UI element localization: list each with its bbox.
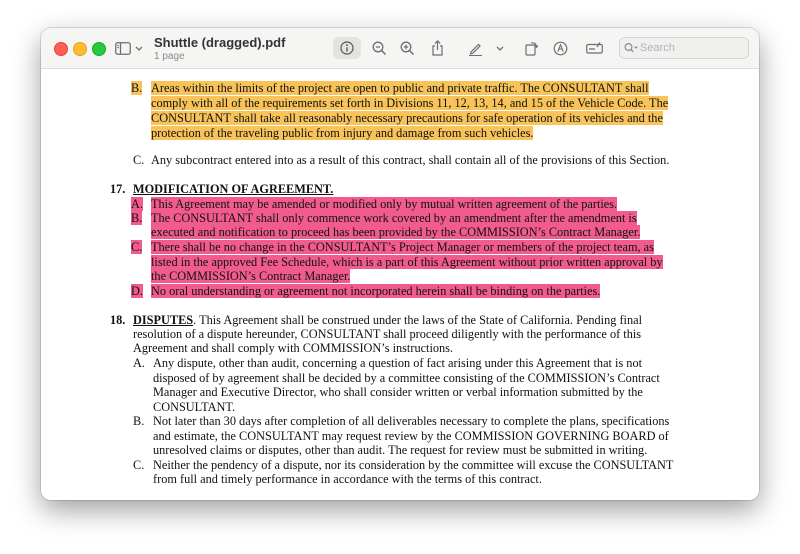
- highlighted-text-line[interactable]: comply with all of the requirements set forth in Divisions 11, 12, 13, 14, and 15 of the Vehicle Code. The: [151, 96, 669, 110]
- section-18-heading: DISPUTES: [133, 313, 194, 327]
- section-18-intro-line: [133, 313, 642, 327]
- text-line: disposed of by agreement shall be decided by a committee consisting of the COMMISSION’s Contract: [153, 371, 660, 385]
- s17-item-c-letter: C.: [131, 240, 143, 254]
- share-icon[interactable]: [429, 38, 445, 58]
- sidebar-icon[interactable]: [114, 38, 132, 58]
- section-17-heading: MODIFICATION OF AGREEMENT.: [133, 182, 334, 196]
- text-line: CONSULTANT.: [153, 400, 236, 414]
- section-18-intro-text: . This Agreement shall be construed under the laws of the State of California. Pending final: [193, 313, 642, 327]
- pdf-page: [41, 69, 759, 500]
- s17-item-a-letter: A.: [131, 197, 143, 211]
- text-line: Neither the pendency of a dispute, nor its consideration by the committee will excuse the CONSULTANT: [153, 458, 674, 472]
- highlighted-text-line[interactable]: Areas within the limits of the project are open to public and private traffic. The CONSULTANT shall: [151, 81, 649, 95]
- highlighted-text-line[interactable]: the COMMISSION’s Contract Manager.: [151, 269, 351, 283]
- highlighted-text-line[interactable]: The CONSULTANT shall only commence work covered by an amendment after the amendment is: [151, 211, 637, 225]
- highlighted-text-line[interactable]: This Agreement may be amended or modified only by mutual written agreement of the parties.: [151, 197, 618, 211]
- text-line: Any subcontract entered into as a result of this contract, shall contain all of the provisions of this Section.: [151, 153, 670, 167]
- zoom-in-icon[interactable]: [399, 38, 415, 58]
- titlebar: [41, 28, 759, 69]
- signature-icon[interactable]: [552, 38, 568, 58]
- close-window-button[interactable]: [54, 42, 68, 56]
- s18-item-c-letter: C.: [133, 458, 145, 472]
- form-icon[interactable]: [585, 38, 603, 58]
- section-17-number: 17.: [110, 182, 126, 196]
- search-input[interactable]: [640, 40, 744, 56]
- text-line: Agreement and shall comply with COMMISSION’s instructions.: [133, 341, 454, 355]
- highlighted-text-line[interactable]: listed in the approved Fee Schedule, which is a part of this Agreement without prior written approval by: [151, 255, 663, 269]
- text-line: resolution of a dispute hereunder, CONSULTANT shall proceed diligently with the performance of this: [133, 327, 642, 341]
- prev-item-b-letter: B.: [131, 81, 143, 95]
- chevron-down-icon[interactable]: [495, 38, 505, 58]
- text-line: from full and timely performance in accordance with the terms of this contract.: [153, 472, 542, 486]
- highlighted-text-line[interactable]: CONSULTANT shall take all reasonably necessary precautions for safe operation of its vehicles and the: [151, 111, 663, 125]
- text-line: unresolved claims or disputes, other than audit. The request for review must be submitted in writing.: [153, 443, 648, 457]
- info-icon[interactable]: [333, 37, 361, 59]
- highlighted-text-line[interactable]: No oral understanding or agreement not incorporated herein shall be binding on the parties.: [151, 284, 601, 298]
- text-line: and estimate, the CONSULTANT may request review by the COMMISSION GOVERNING BOARD of: [153, 429, 669, 443]
- prev-item-c-letter: C.: [133, 153, 145, 167]
- rotate-icon[interactable]: [523, 38, 539, 58]
- search-icon: [624, 41, 638, 55]
- s17-item-d-letter: D.: [131, 284, 143, 298]
- search-field[interactable]: [619, 37, 749, 59]
- document-page-count: 1 page: [154, 51, 185, 62]
- text-line: Manager and Executive Director, who shall consider written or verbal information submitted by the: [153, 385, 643, 399]
- highlighted-text-line[interactable]: There shall be no change in the CONSULTANT’s Project Manager or members of the project team, as: [151, 240, 654, 254]
- section-18-number: 18.: [110, 313, 126, 327]
- chevron-down-icon[interactable]: [134, 38, 144, 58]
- document-title: Shuttle (dragged).pdf: [154, 35, 286, 50]
- markup-pen-icon[interactable]: [467, 38, 483, 58]
- s17-item-b-letter: B.: [131, 211, 143, 225]
- text-line: Not later than 30 days after completion of all deliverables necessary to complete the plans, specifications: [153, 414, 670, 428]
- s18-item-a-letter: A.: [133, 356, 145, 370]
- zoom-out-icon[interactable]: [371, 38, 387, 58]
- minimize-window-button[interactable]: [73, 42, 87, 56]
- preview-window: [41, 28, 759, 500]
- highlighted-text-line[interactable]: protection of the traveling public from injury and damage from such vehicles.: [151, 126, 534, 140]
- s18-item-b-letter: B.: [133, 414, 145, 428]
- highlighted-text-line[interactable]: executed and notification to proceed has been provided by the COMMISSION’s Contract Manager.: [151, 225, 641, 239]
- fullscreen-window-button[interactable]: [92, 42, 106, 56]
- text-line: Any dispute, other than audit, concerning a question of fact arising under this Agreement that is not: [153, 356, 643, 370]
